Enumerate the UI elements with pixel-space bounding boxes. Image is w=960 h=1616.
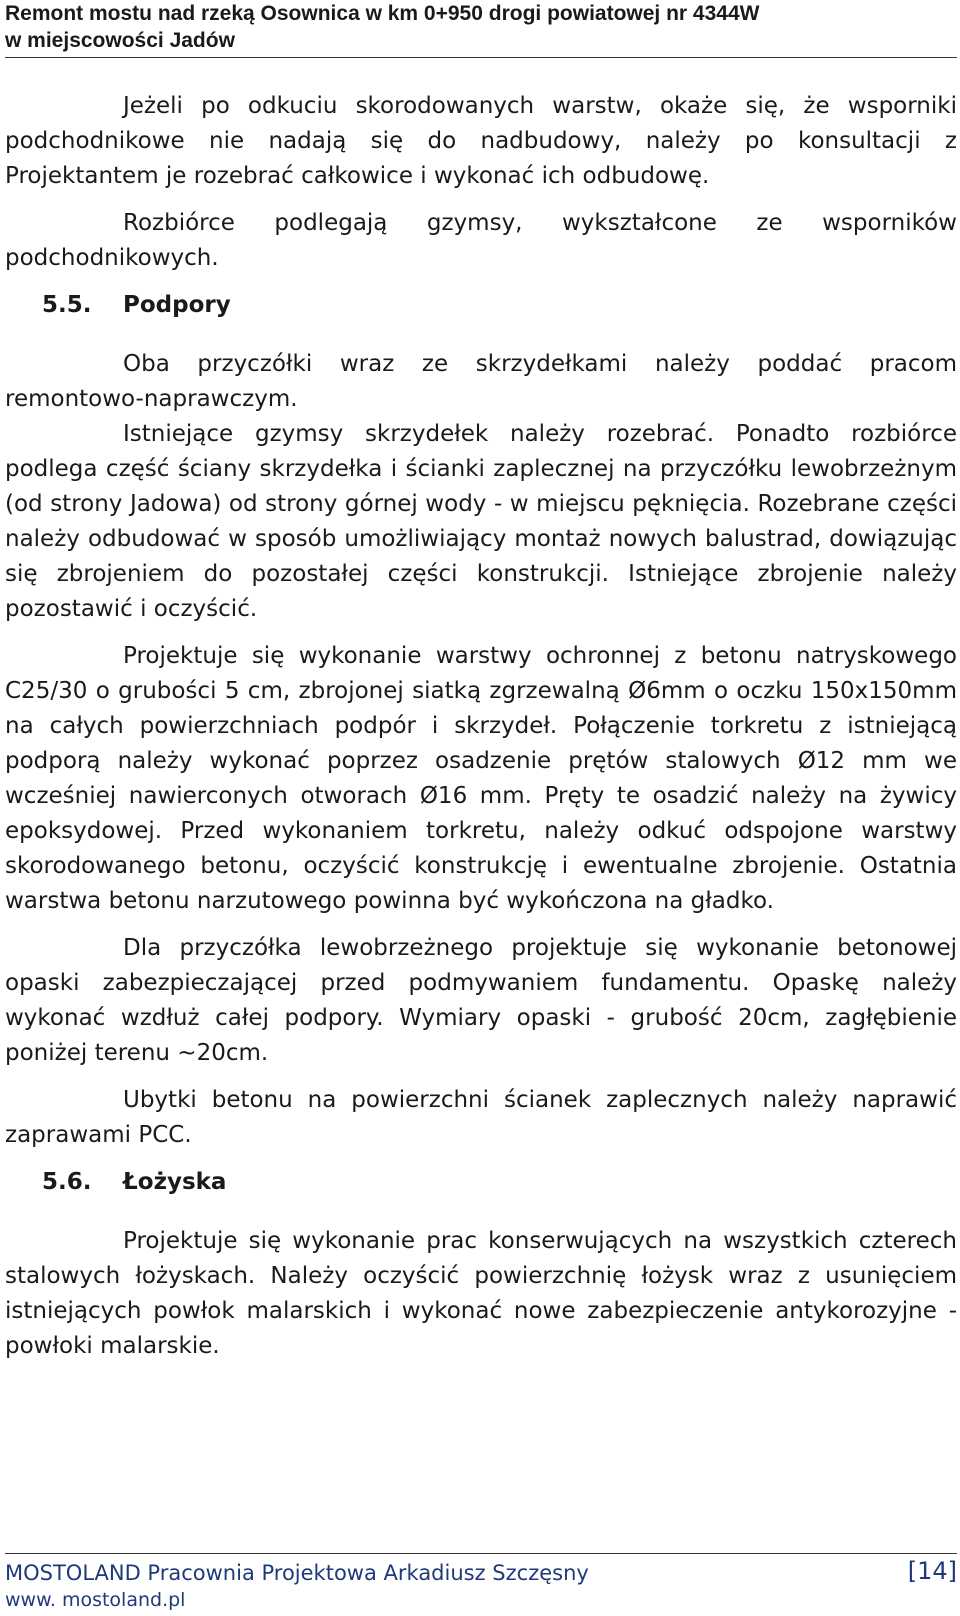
document-title-line-1: Remont mostu nad rzeką Osownica w km 0+950 drogi powiatowej nr 4344W [5,2,760,25]
footer-organization: MOSTOLAND Pracownia Projektowa Arkadiusz Szczęsny [5,1561,589,1585]
section-title: Podpory [123,292,231,318]
paragraph-ubytki-betonu: Ubytki betonu na powierzchni ścianek zaplecznych należy naprawić zaprawami PCC. [5,1087,957,1148]
section-heading-lozyska [5,1165,957,1200]
footer-website: www. mostoland.pl [5,1589,186,1611]
paragraph-opaska-betonowa: Dla przyczółka lewobrzeżnego projektuje się wykonanie betonowej opaski zabezpieczającej przed podmywaniem fundamentu. Opaskę należy wykonać wzdłuż całej podpory. Wymiary opaski - grubość 20cm, zagłębienie poniżej terenu ~20cm. [5,935,957,1066]
paragraph-przyczolki-remont: Oba przyczółki wraz ze skrzydełkami należy poddać pracom remontowo-naprawczym. [5,351,957,412]
section-title: Łożyska [123,1169,227,1195]
section-number: 5.6. [42,1169,92,1195]
section-number: 5.5. [42,292,92,318]
page-footer [5,1553,957,1612]
section-heading-podpory [5,288,957,323]
page-number: [14] [907,1557,957,1585]
page-header [5,0,957,58]
paragraph-torkret: Projektuje się wykonanie warstwy ochronnej z betonu natryskowego C25/30 o grubości 5 cm, zbrojonej siatką zgrzewalną Ø6mm o oczku 150x150mm na całych powierzchniach podpór i skrzydeł. Połączenie torkretu z istniejącą podporą należy wykonać poprzez osadzenie prętów stalowych Ø12 mm we wcześniej nawierconych otworach Ø16 mm. Pręty te osadzić należy na żywicy epoksydowej. Przed wykonaniem torkretu, należy odkuć odspojone warstwy skorodowanego betonu, oczyścić konstrukcję i ewentualne zbrojenie. Ostatnia warstwa betonu narzutowego powinna być wykończona na gładko. [5,643,957,914]
document-title-line-2: w miejscowości Jadów [5,29,235,52]
paragraph-wsporniki-odbudowa: Jeżeli po odkuciu skorodowanych warstw, okaże się, że wsporniki podchodnikowe nie nadają się do nadbudowy, należy po konsultacji z Projektantem je rozebrać całkowice i wykonać ich odbudowę. [5,93,957,189]
document-body [5,89,957,1364]
paragraph-lozyska-konserwacja: Projektuje się wykonanie prac konserwujących na wszystkich czterech stalowych łożyskach. Należy oczyścić powierzchnię łożysk wraz z usunięciem istniejących powłok malarskich i wykonać nowe zabezpieczenie antykorozyjne - powłoki malarskie. [5,1228,957,1359]
paragraph-rozbiorka-gzymsow: Rozbiórce podlegają gzymsy, wykształcone ze wsporników podchodnikowych. [5,210,957,271]
paragraph-gzymsy-skrzydelek: Istniejące gzymsy skrzydełek należy rozebrać. Ponadto rozbiórce podlega część ściany skrzydełka i ścianki zaplecznej na przyczółku lewobrzeżnym (od strony Jadowa) od strony górnej wody - w miejscu pęknięcia. Rozebrane części należy odbudować w sposób umożliwiający montaż nowych balustrad, dowiązując się zbrojeniem do pozostałej części konstrukcji. Istniejące zbrojenie należy pozostawić i oczyścić. [5,421,957,622]
